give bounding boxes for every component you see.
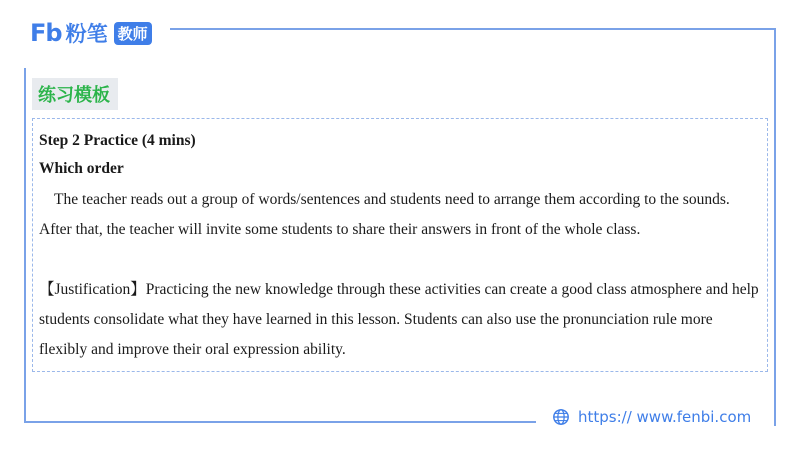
frame-bottom-line xyxy=(24,421,536,423)
brand-mark: Fb xyxy=(30,19,62,47)
brand-logo xyxy=(30,18,152,48)
frame-left-line xyxy=(24,68,26,422)
justification-text: 【Justification】Practicing the new knowledge through these activities can create a good class atmosphere and help students consolidate what they have learned in this lesson. Students can also use the pronunciation rule more flexibly and improve their oral expression ability. xyxy=(39,281,759,358)
content-box xyxy=(32,118,768,372)
footer-link[interactable] xyxy=(552,408,751,426)
paragraph-spacer xyxy=(39,245,761,275)
brand-name: 粉笔 xyxy=(65,22,108,46)
brand-badge: 教师 xyxy=(114,22,152,45)
frame-top-line xyxy=(170,28,776,30)
activity-description: The teacher reads out a group of words/sentences and students need to arrange them according to the sounds. After that, the teacher will invite some students to share their answers in front of the whole class. xyxy=(39,191,730,238)
frame-right-line xyxy=(774,28,776,426)
step-heading: Step 2 Practice (4 mins) xyxy=(39,132,196,149)
activity-name: Which order xyxy=(39,160,124,177)
globe-icon xyxy=(552,408,570,426)
footer-url[interactable]: https:// www.fenbi.com xyxy=(578,408,752,426)
section-title: 练习模板 xyxy=(32,78,118,110)
